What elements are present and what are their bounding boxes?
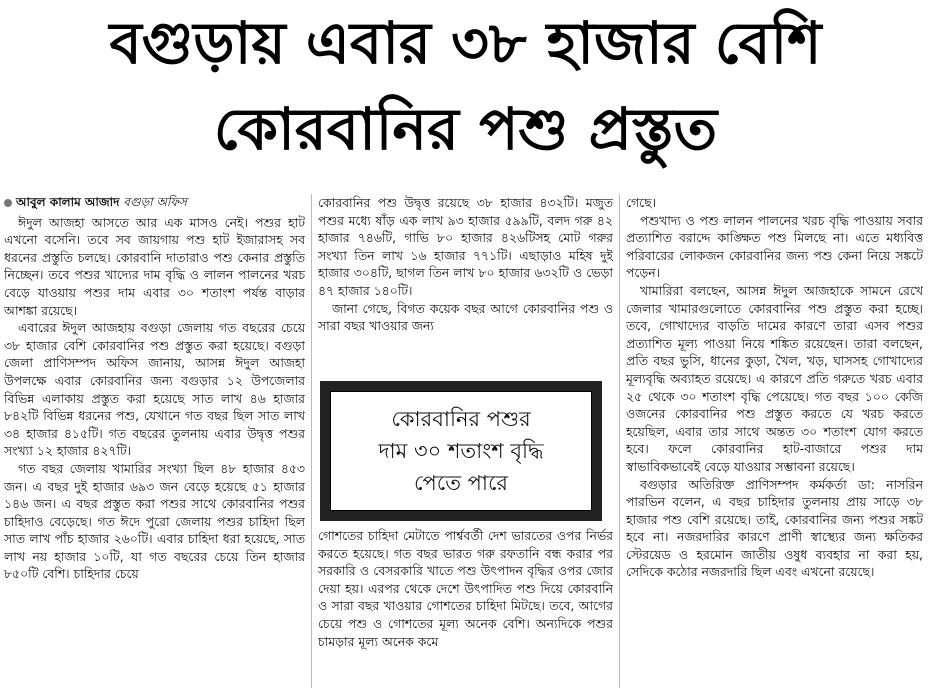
pull-quote-line-3: পেতে পারে [414, 471, 508, 495]
paragraph: গোশতের চাহিদা মেটাতে পার্শ্ববর্তী দেশ ভারতের ওপর নির্ভর করতে হয়েছে। গত বছর ভারত গরু রফতানি বন্ধ করার পর সরকারি ও বেসরকারি খাতে পশু উৎপাদন বৃদ্ধির ওপর জোর দেয়া হয়। এরপর থেকে দেশে উৎপাদিত পশু দিয়ে কোরবানি ও সারা বছর খাওয়ার গোশতের চাহিদা মিটছে। তবে, আগের চেয়ে পশু ও গোশতের মূল্য অনেক বেশি। অন্যদিকে পশুর চামড়ার মূল্য অনেক কমে [318, 528, 613, 649]
headline-line-1: বগুড়ায় এবার ৩৮ হাজার বেশি [109, 9, 822, 77]
paragraph: গেছে। [626, 195, 657, 210]
author-name: আবুল কালাম আজাদ [16, 195, 120, 209]
paragraph: বগুড়ার অতিরিক্ত প্রাণিসম্পদ কর্মকর্তা ডা: নাসরিন পারভিন বলেন, এ বছর চাহিদার তুলনায় প্রায় সাড়ে ৩৮ হাজার পশু বেশি রয়েছে। তাই, কোরবানির জন্য পশুর সঙ্কট হবে না। নজরদারির কারণে প্রাণী স্বাস্থ্যের জন্য ক্ষতিকর স্টেরয়েড ও হরমোন জাতীয় ওষুধ ব্যবহার না করা হয়, সেদিকে কঠোর নজরদারি ছিল এবং এখনো রয়েছে। [626, 476, 923, 580]
paragraph: খামারিরা বলছেন, আসন্ন ঈদুল আজহাকে সামনে রেখে জেলার খামারগুলোতে কোরবানির পশু প্রস্তুত করা হচ্ছে। তবে, গোখাদ্যের বাড়তি দামের কারণে তারা এসব পশুর প্রত্যাশিত মূল্য পাওয়া নিয়ে শঙ্কিত রয়েছেন। তারা বলছেন, প্রতি বছর ভুসি, ধানের কুড়া, খৈল, খড়, ঘাসসহ গোখাদ্যের মূল্যবৃদ্ধি অব্যাহত রয়েছে। এ কারণে প্রতি গরুতে খরচ এবার ২৫ থেকে ৩০ শতাংশ বৃদ্ধি পেয়েছে। গত বছর ১০০ কেজি ওজনের কোরবানির পশু প্রস্তুত করতে যে খরচ করতে হয়েছিল, এবার তার সাথে অন্তত ৩০ শতাংশ যোগ করতে হবে। ফলে কোরবানির হাট-বাজারে পশুর দাম স্বাভাবিকভাবেই বেড়ে যাওয়ার সম্ভাবনা রয়েছে। [626, 282, 923, 474]
pull-quote-line-1: কোরবানির পশুর [391, 407, 531, 431]
paragraph: কোরবানির পশু উদ্বৃত্ত রয়েছে ৩৮ হাজার ৪৩২টি। মজুত পশুর মধ্যে ষাঁড় এক লাখ ৯৩ হাজার ৫৯৯টি, বলদ গরু ৪২ হাজার ৭৪৬টি, গাভি ৮০ হাজার ৪২৬টিসহ মোট গরুর সংখ্যা তিন লাখ ১৬ হাজার ৭৭১টি। এছাড়াও মহিষ দুই হাজার ৩০৪টি, ছাগল তিন লাখ ৮০ হাজার ৬৩২টি ও ভেড়া ৪৭ হাজার ১৪০টি। [318, 195, 613, 298]
pull-quote-line-2: দাম ৩০ শতাংশ বৃদ্ধি [378, 439, 544, 463]
article-column-2-bottom [318, 527, 613, 688]
author-office: বগুড়া অফিস [123, 195, 187, 209]
paragraph: এবারের ঈদুল আজহায় বগুড়া জেলায় গত বছরের চেয়ে ৩৮ হাজার বেশি কোরবানির পশু প্রস্তুত করা হয়েছে। বগুড়া জেলা প্রাণিসম্পদ অফিস জানায়, আসন্ন ঈদুল আজহা উপলক্ষে এবার কোরবানির জন্য বগুড়ার ১২ উপজেলার বিভিন্ন এলাকায় প্রস্তুত করা হয়েছে সাত লাখ ৪৬ হাজার ৮৪২টি বিভিন্ন ধরনের পশু, যেখানে গত বছর ছিল সাত লাখ ৩৪ হাজার ৪১৫টি। গত বছরের তুলনায় এবার উদ্বৃত্ত পশুর সংখ্যা ১২ হাজার ৪২৭টি। [4, 320, 305, 459]
article-column-2-top [318, 194, 613, 374]
paragraph: জানা গেছে, বিগত কয়েক বছর আগে কোরবানির পশু ও সারা বছর খাওয়ার জন্য [318, 300, 613, 334]
column-rule [311, 194, 312, 688]
pull-quote [320, 381, 602, 521]
paragraph: ঈদুল আজহা আসতে আর এক মাসও নেই। পশুর হাট এখনো বসেনি। তবে সব জায়গায় পশু হাট ইজারাসহ সব ধরনের প্রস্তুতি চলছে। কোরবানি দাতারাও পশু কেনার প্রস্তুতি নিচ্ছেন। তবে পশুর খাদ্যের দাম বৃদ্ধি ও লালন পালনের খরচ বেড়ে যাওয়ায় পশুর দাম এবার ৩০ শতাংশ পর্যন্ত বাড়ার আশঙ্কা রয়েছে। [4, 214, 305, 318]
paragraph: গত বছর জেলায় খামারির সংখ্যা ছিল ৪৮ হাজার ৪৫৩ জন। এ বছর দুই হাজার ৬৯৩ জন বেড়ে হয়েছে ৫১ হাজার ১৪৬ জন। এ বছর প্রস্তুত করা পশুর সাথে কোরবানির পশুর চাহিদাও বেড়েছে। গত ঈদে পুরো জেলায় পশুর চাহিদা ছিল সাত লাখ পাঁচ হাজার ২৬০টি। এবার চাহিদা ধরা হয়েছে, সাত লাখ নয় হাজার ১০টি, যা গত বছরের চেয়ে তিন হাজার ৮৫০টি বেশি। চাহিদার চেয়ে [4, 460, 305, 582]
bullet-icon [4, 199, 12, 207]
headline-line-2: কোরবানির পশু প্রস্তুত [213, 95, 718, 163]
paragraph: পশুখাদ্য ও পশু লালন পালনের খরচ বৃদ্ধি পাওয়ায় সবার প্রত্যাশিত বরাদ্দে কাঙ্ক্ষিত পশু মিলছে না। এতে মধ্যবিত্ত পরিবারের লোকজন কোরবানির জন্য পশু কেনা নিয়ে সঙ্কটে পড়েন। [626, 212, 923, 281]
headline [0, 0, 931, 180]
article-column-3 [626, 194, 923, 688]
article-column-1 [4, 194, 305, 688]
byline [4, 194, 305, 212]
column-rule [619, 194, 620, 688]
